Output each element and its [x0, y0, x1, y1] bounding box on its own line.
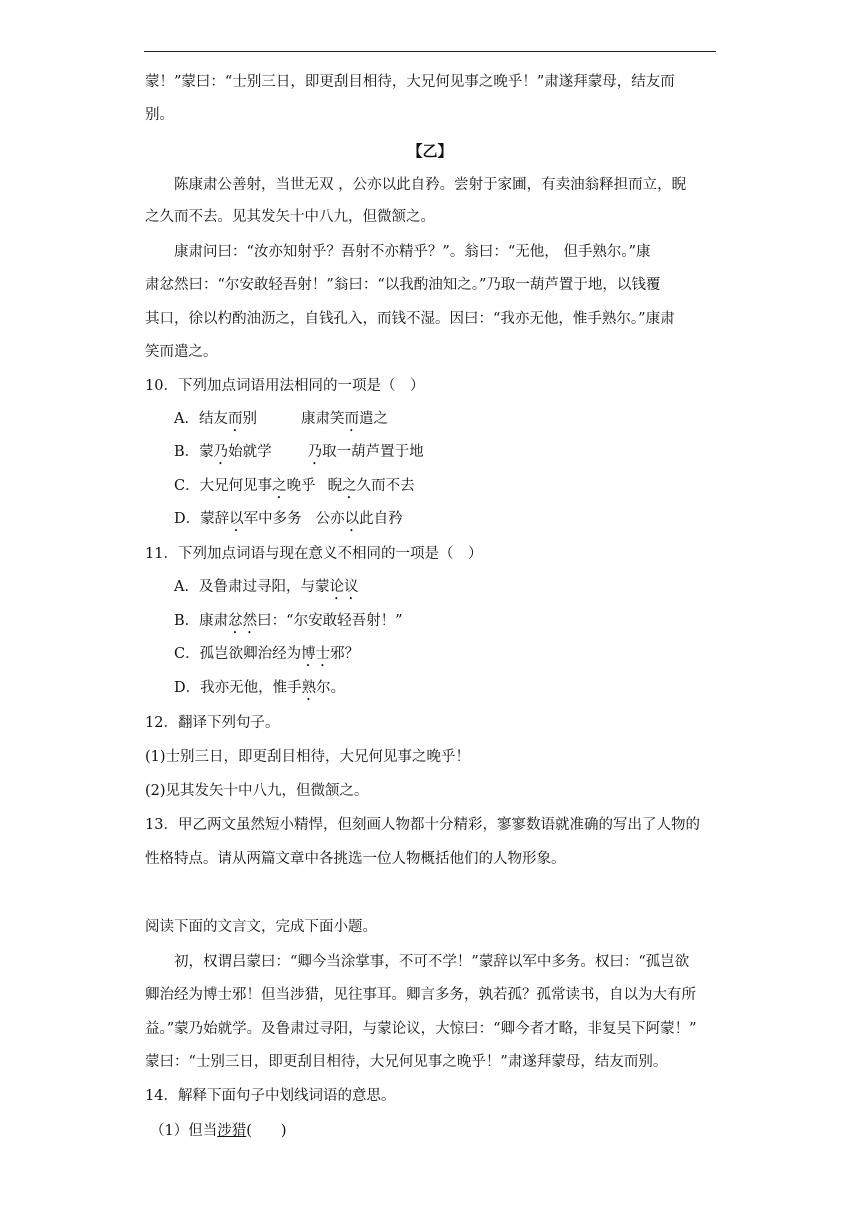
option-text: 晚乎: [286, 478, 316, 494]
dotted-word: 乃: [307, 444, 323, 460]
option-text: 取一葫芦置于地: [322, 444, 424, 460]
dotted-word: 熟: [301, 680, 317, 696]
question-10-option-c: [174, 476, 415, 502]
option-label: B．: [174, 613, 200, 629]
question-12-sentence-2: (2)见其发矢十中八九，但微颔之。: [145, 783, 369, 799]
passage-line: 卿治经为博士邪！但当涉猎，见往事耳。卿言多务，孰若孤？孤常读书，自以为大有所: [145, 987, 696, 1003]
option-text: 康肃: [199, 613, 229, 629]
question-10-option-a: [174, 409, 388, 435]
passage-line: 益。”蒙乃始就学。及鲁肃过寻阳，与蒙论议，大惊曰：“卿今者才略，非复吴下阿蒙！”: [145, 1021, 697, 1037]
dotted-word: 而: [227, 411, 243, 427]
passage-b-line: 笑而遣之。: [145, 344, 218, 360]
option-text: 睨: [327, 478, 343, 494]
option-text: 别: [242, 411, 257, 427]
question-11-option-c: [174, 644, 359, 670]
question-10-stem: 10．下列加点词语用法相同的一项是（ ）: [145, 378, 425, 394]
question-10-option-d: [174, 509, 403, 535]
passage-a-line: 蒙！”蒙曰：“士别三日，即更刮目相待，大兄何见事之晚乎！”肃遂拜蒙母，结友而: [145, 74, 675, 90]
dotted-word: 忿然: [228, 613, 258, 629]
passage-line: 蒙曰：“士别三日，即更刮目相待，大兄何见事之晚乎！”肃遂拜蒙母，结友而别。: [145, 1054, 668, 1070]
dotted-word: 博士: [301, 646, 331, 662]
question-11-stem: 11．下列加点词语与现在意义不相同的一项是（ ）: [145, 546, 483, 562]
option-text: 康肃笑: [300, 411, 345, 427]
option-label: D．: [174, 680, 201, 696]
dotted-word: 以: [229, 511, 244, 527]
question-10-option-b: [174, 442, 424, 468]
item-prefix: （1）但当: [150, 1123, 218, 1139]
answer-blank[interactable]: ( ): [246, 1123, 287, 1139]
passage-line: 初，权谓吕蒙曰：“卿今当涂掌事，不可不学！”蒙辞以军中多务。权曰：“孤岂欲: [174, 954, 690, 970]
dotted-word: 之: [342, 478, 357, 494]
dotted-word: 以: [344, 511, 360, 527]
question-11-option-d: [174, 678, 345, 704]
passage-b-line: 陈康肃公善射，当世无双 ，公亦以此自矜。尝射于家圃，有卖油翁释担而立，睨: [174, 177, 687, 193]
header-rule: [144, 51, 716, 52]
option-label: A．: [174, 411, 199, 427]
question-14-stem: 14．解释下面句子中划线词语的意思。: [145, 1088, 396, 1104]
passage-b-heading: 【乙】: [407, 142, 453, 160]
passage-b-line: 之久而不去。见其发矢十中八九，但微颔之。: [145, 209, 435, 225]
option-text: 遣之: [358, 411, 388, 427]
option-text: 蒙辞: [200, 511, 230, 527]
option-text: 久而不去: [356, 478, 415, 494]
dotted-word: 论议: [329, 579, 359, 595]
option-text: 大兄何见事: [199, 478, 273, 494]
dotted-word: 之: [272, 478, 287, 494]
option-text: 始就学: [228, 444, 272, 460]
option-text: 公亦: [315, 511, 345, 527]
dotted-word: 乃: [213, 444, 229, 460]
question-11-option-a: [174, 577, 358, 603]
option-text: 结友: [198, 411, 228, 427]
passage-b-line: 康肃问曰：“汝亦知射乎？吾射不亦精乎？”。翁曰：“无他， 但手熟尔。”康: [174, 244, 651, 260]
passage-b-line: 肃忿然曰：“尔安敢轻吾射！”翁曰：“以我酌油知之。”乃取一葫芦置于地，以钱覆: [145, 277, 661, 293]
option-text: 孤岂欲卿治经为: [199, 646, 302, 662]
option-text: 邪？: [330, 646, 360, 662]
option-text: 及鲁肃过寻阳，与蒙: [198, 579, 330, 595]
option-label: C．: [174, 478, 200, 494]
option-text: 曰：“尔安敢轻吾射！”: [257, 613, 403, 629]
question-13-line: 13．甲乙两文虽然短小精悍，但刻画人物都十分精彩，寥寥数语就准确的写出了人物的: [145, 817, 700, 833]
option-text: 军中多务: [243, 511, 302, 527]
underlined-word: 涉猎: [217, 1123, 247, 1139]
option-text: 蒙: [199, 444, 214, 460]
question-12-sentence-1: (1)士别三日，即更刮目相待，大兄何见事之晚乎！: [145, 749, 471, 765]
option-text: 此自矜: [359, 511, 403, 527]
question-11-option-b: [174, 611, 402, 637]
option-label: A．: [174, 579, 199, 595]
option-text: 我亦无他，惟手: [200, 680, 302, 696]
question-14-item-1: [150, 1121, 287, 1141]
question-13-line: 性格特点。请从两篇文章中各挑选一位人物概括他们的人物形象。: [145, 851, 566, 867]
dotted-word: 而: [344, 411, 359, 427]
question-12-stem: 12．翻译下列句子。: [145, 715, 280, 731]
section-intro: 阅读下面的文言文，完成下面小题。: [145, 919, 377, 935]
option-text: 尔。: [316, 680, 346, 696]
option-label: C．: [174, 646, 200, 662]
option-label: D．: [174, 511, 201, 527]
passage-a-line: 别。: [145, 107, 174, 123]
passage-b-line: 其口，徐以杓酌油沥之，自钱孔入，而钱不湿。因曰：“我亦无他，惟手熟尔。”康肃: [145, 311, 675, 327]
option-label: B．: [174, 444, 200, 460]
